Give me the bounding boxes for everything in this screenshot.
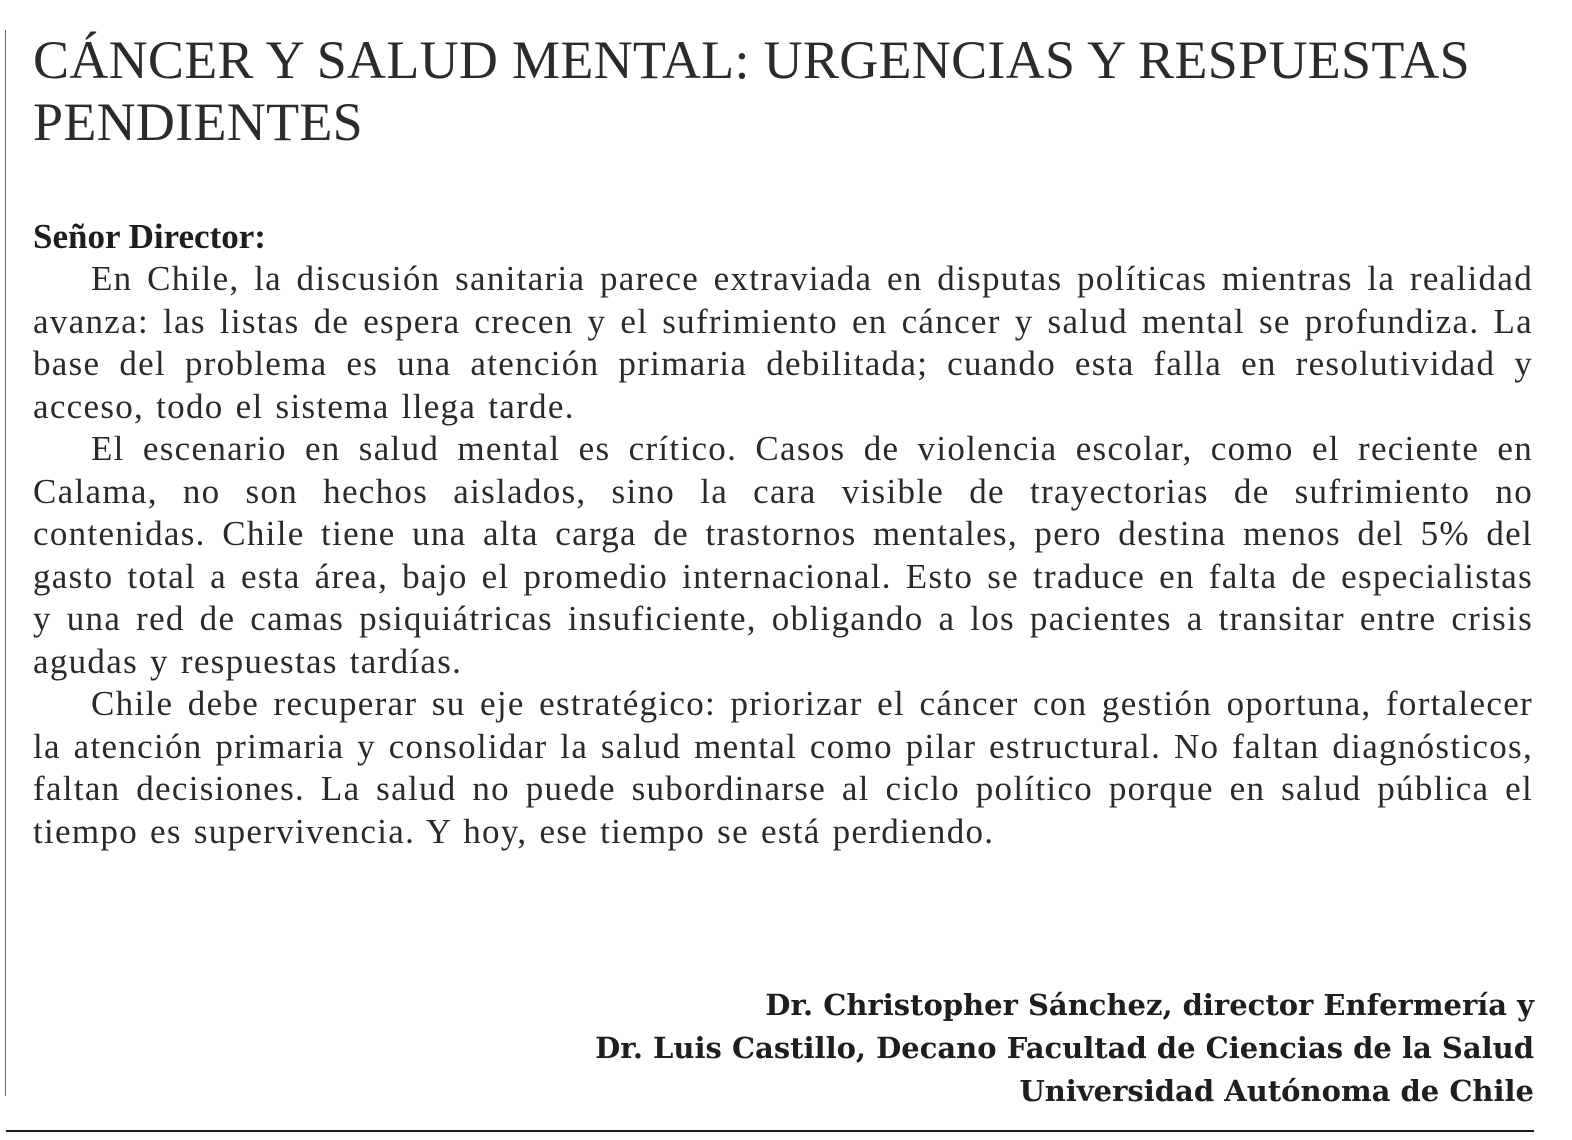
signature-line-2: Dr. Luis Castillo, Decano Facultad de Ciencias de la Salud xyxy=(595,1031,1534,1065)
bottom-rule xyxy=(6,1130,1534,1132)
signature-block xyxy=(334,984,1534,1113)
article-title: CÁNCER Y SALUD MENTAL: URGENCIAS Y RESPUESTAS PENDIENTES xyxy=(33,30,1470,152)
paragraph-1: En Chile, la discusión sanitaria parece extraviada en disputas políticas mientras la realidad avanza: las listas de espera crecen y el sufrimiento en cáncer y salud mental se profundiza. La base del problema es una atención primaria debilitada; cuando esta falla en resolutividad y acceso, todo el sistema llega tarde. xyxy=(33,259,1533,426)
signature-line-3: Universidad Autónoma de Chile xyxy=(1019,1074,1534,1108)
letter-body xyxy=(33,216,1533,853)
paragraph-3: Chile debe recuperar su eje estratégico: priorizar el cáncer con gestión oportuna, fortalecer la atención primaria y consolidar la salud mental como pilar estructural. No faltan diagnósticos, faltan decisiones. La salud no puede subordinarse al ciclo político porque en salud pública el tiempo es supervivencia. Y hoy, ese tiempo se está perdiendo. xyxy=(33,684,1533,851)
left-column-rule xyxy=(5,30,6,1096)
signature-line-1: Dr. Christopher Sánchez, director Enfermería y xyxy=(765,988,1534,1022)
paragraph-2: El escenario en salud mental es crítico. Casos de violencia escolar, como el reciente en Calama, no son hechos aislados, sino la cara visible de trayectorias de sufrimiento no contenidas. Chile tiene una alta carga de trastornos mentales, pero destina menos del 5% del gasto total a esta área, bajo el promedio internacional. Esto se traduce en falta de especialistas y una red de camas psiquiátricas insuficiente, obligando a los pacientes a transitar entre crisis agudas y respuestas tardías. xyxy=(33,429,1533,681)
salutation: Señor Director: xyxy=(33,217,266,256)
